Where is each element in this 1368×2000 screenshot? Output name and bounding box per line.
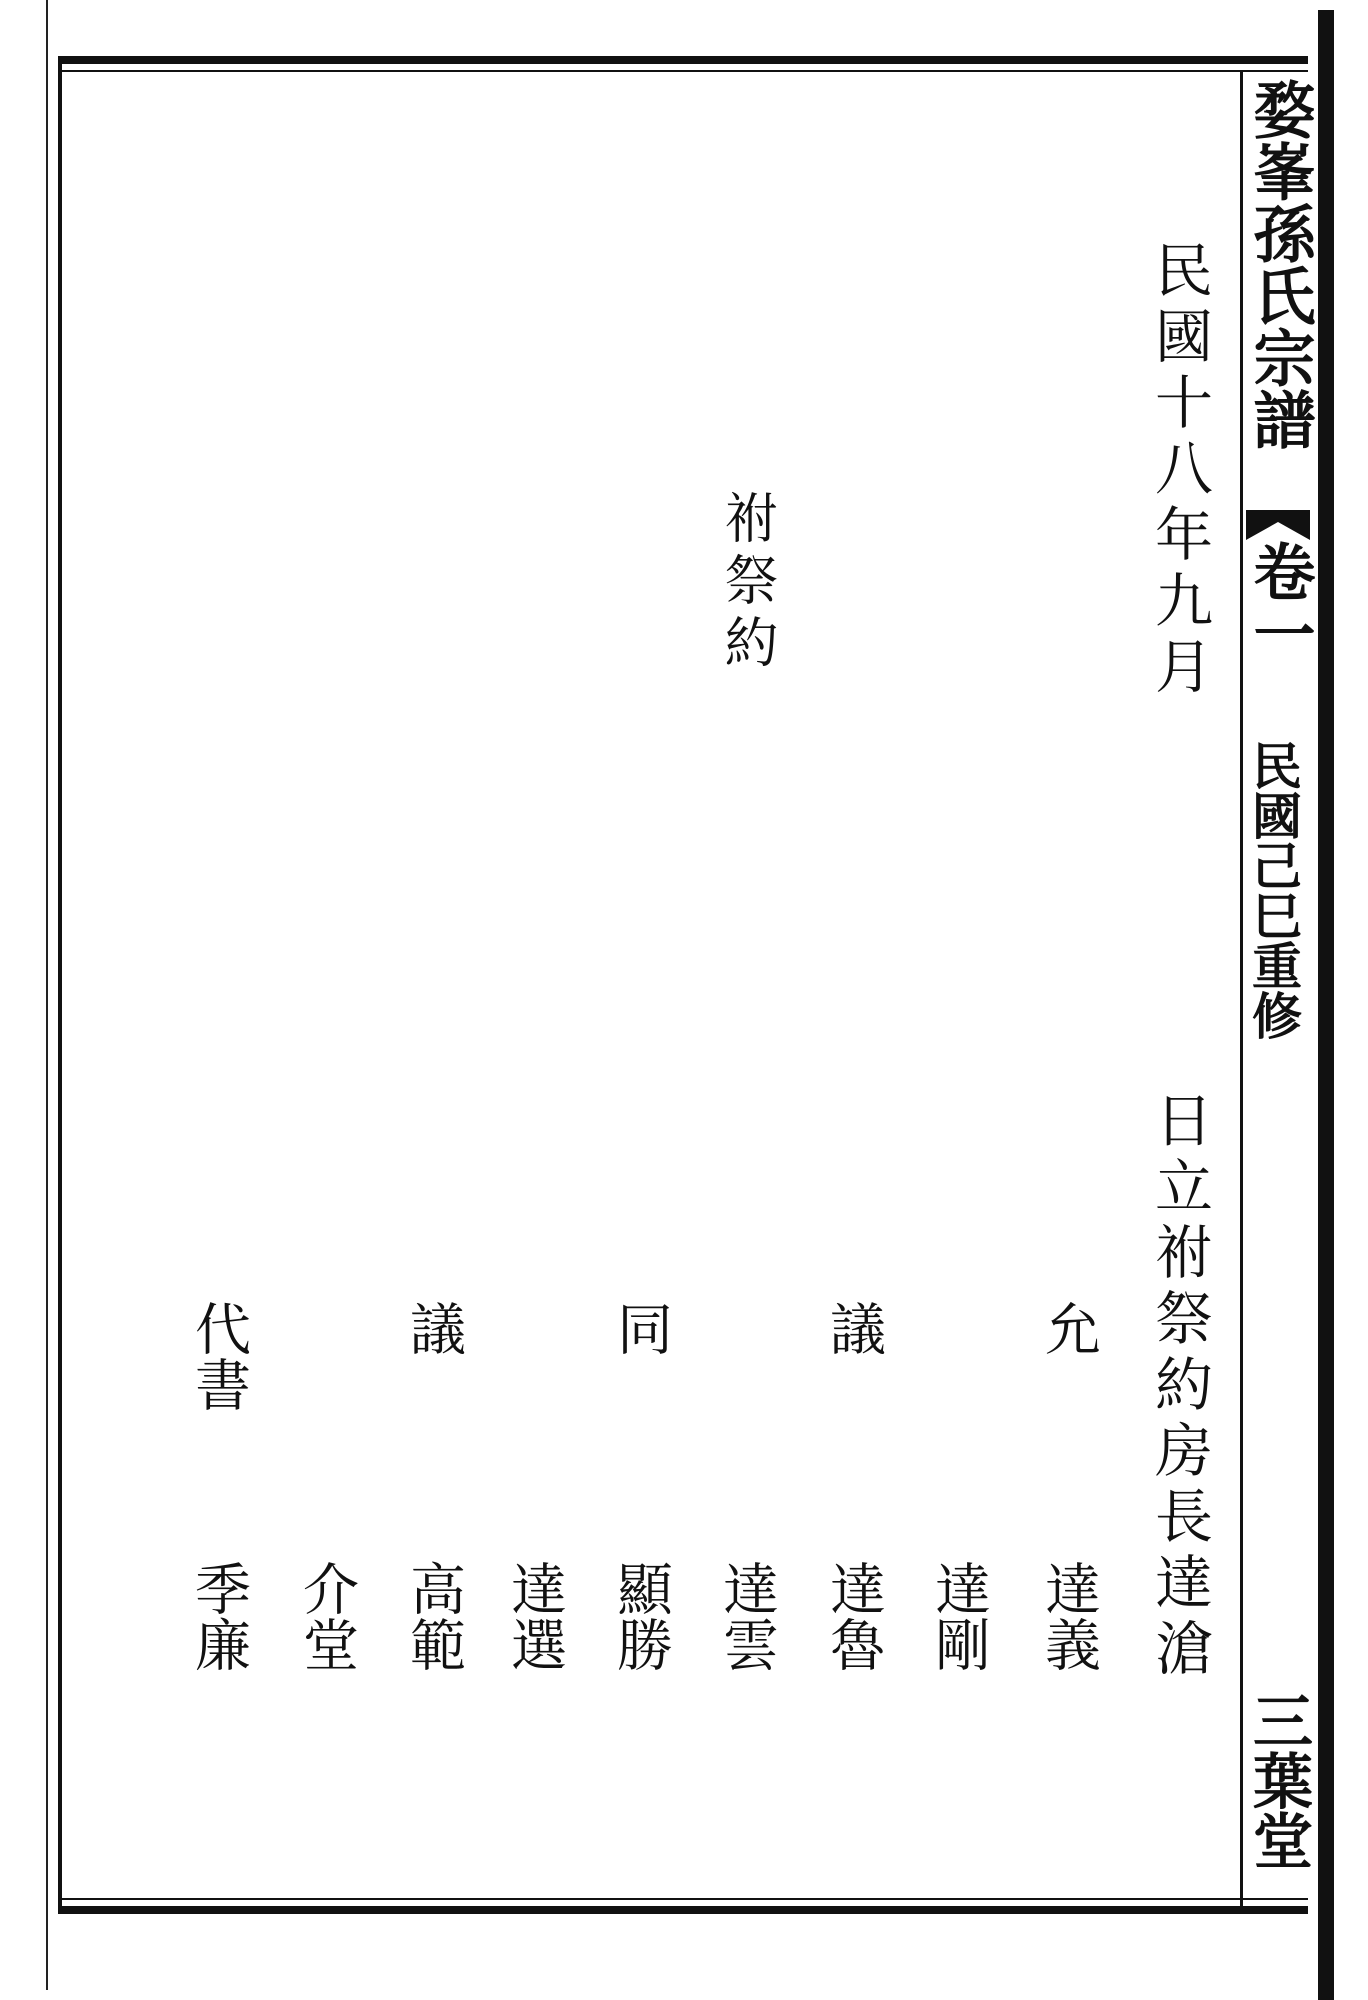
margin-volume: 卷一 xyxy=(1243,540,1316,664)
signatory-name: 顯勝 xyxy=(608,1560,673,1672)
signatory-role: 同 xyxy=(608,1300,673,1356)
signatory-name: 高範 xyxy=(401,1560,466,1672)
signatory-name: 達剛 xyxy=(926,1560,991,1672)
signatory-name: 達選 xyxy=(502,1560,567,1672)
fish-tail-ornament xyxy=(1246,510,1310,540)
signatory-name: 介堂 xyxy=(294,1560,359,1672)
outer-left-edge xyxy=(46,0,48,1990)
signatory-name: 達魯 xyxy=(821,1560,886,1672)
margin-edition: 民國己巳重修 xyxy=(1244,740,1303,1040)
document-date: 民國十八年九月 xyxy=(1145,240,1213,702)
signatory-role: 允 xyxy=(1036,1300,1101,1356)
frame-top-rule xyxy=(58,56,1308,64)
frame-bottom-rule xyxy=(58,1906,1308,1914)
signatory-name: 季廉 xyxy=(186,1560,251,1672)
frame-right-spine xyxy=(1318,10,1334,2000)
signatory-role: 議 xyxy=(821,1300,886,1356)
signatory-name: 達雲 xyxy=(714,1560,779,1672)
frame-top-inner-rule xyxy=(58,70,1308,72)
document-title: 祔祭約 xyxy=(716,490,779,676)
signatory-name: 達義 xyxy=(1036,1560,1101,1672)
margin-book-title: 婺峯孫氏宗譜 xyxy=(1243,78,1316,450)
document-opening-line: 日立祔祭約房長達滄 xyxy=(1145,1090,1213,1684)
signatory-role: 議 xyxy=(401,1300,466,1356)
frame-left-rule xyxy=(58,56,62,1914)
margin-hall-name: 三葉堂 xyxy=(1243,1690,1313,1870)
signatory-role: 代書 xyxy=(186,1300,251,1412)
frame-bottom-inner-rule xyxy=(58,1898,1308,1900)
